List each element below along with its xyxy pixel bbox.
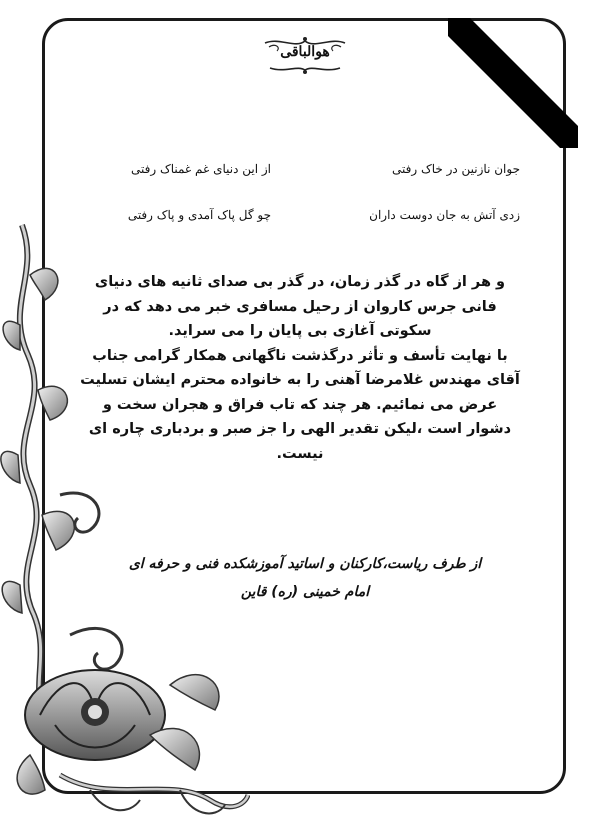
poem-verse-1-right: جوان نازنین در خاک رفتی <box>391 162 520 176</box>
poem-verse-2-right: زدی آتش به جان دوست داران <box>369 208 520 222</box>
message-paragraph-1: و هر از گاه در گذر زمان، در گذر بی صدای ثانیه های دنیای فانی جرس کاروان از رحیل مسافری خبر می دهد که در سکوتی آغازی بی پایان را می سراید. <box>94 274 506 339</box>
poem-verse-2-left: چو گل پاک آمدی و پاک رفتی <box>127 208 271 222</box>
signature-line-2: امام خمینی (ره) قاین <box>240 584 370 600</box>
poem-verse-1-left: از این دنیای غم غمناک رفتی <box>130 162 271 176</box>
floral-corner-ornament-icon <box>0 215 250 831</box>
page-title: هوالباقی <box>280 44 330 60</box>
signature-line-1: از طرف ریاست،کارکنان و اساتید آموزشکده فنی و حرفه ای <box>128 556 482 572</box>
message-paragraph-2: با نهایت تأسف و تأثر درگذشت ناگهانی همکار گرامی جناب آقای مهندس غلامرضا آهنی را به خانواده محترم ایشان تسلیت عرض می نمائیم. هر چند که تاب فراق و هجران سخت و دشوار است ،لیکن تقدیر الهی را جز صبر و برد‌باری چاره ای نیست. <box>80 347 520 462</box>
mourning-ribbon-icon <box>448 18 578 148</box>
